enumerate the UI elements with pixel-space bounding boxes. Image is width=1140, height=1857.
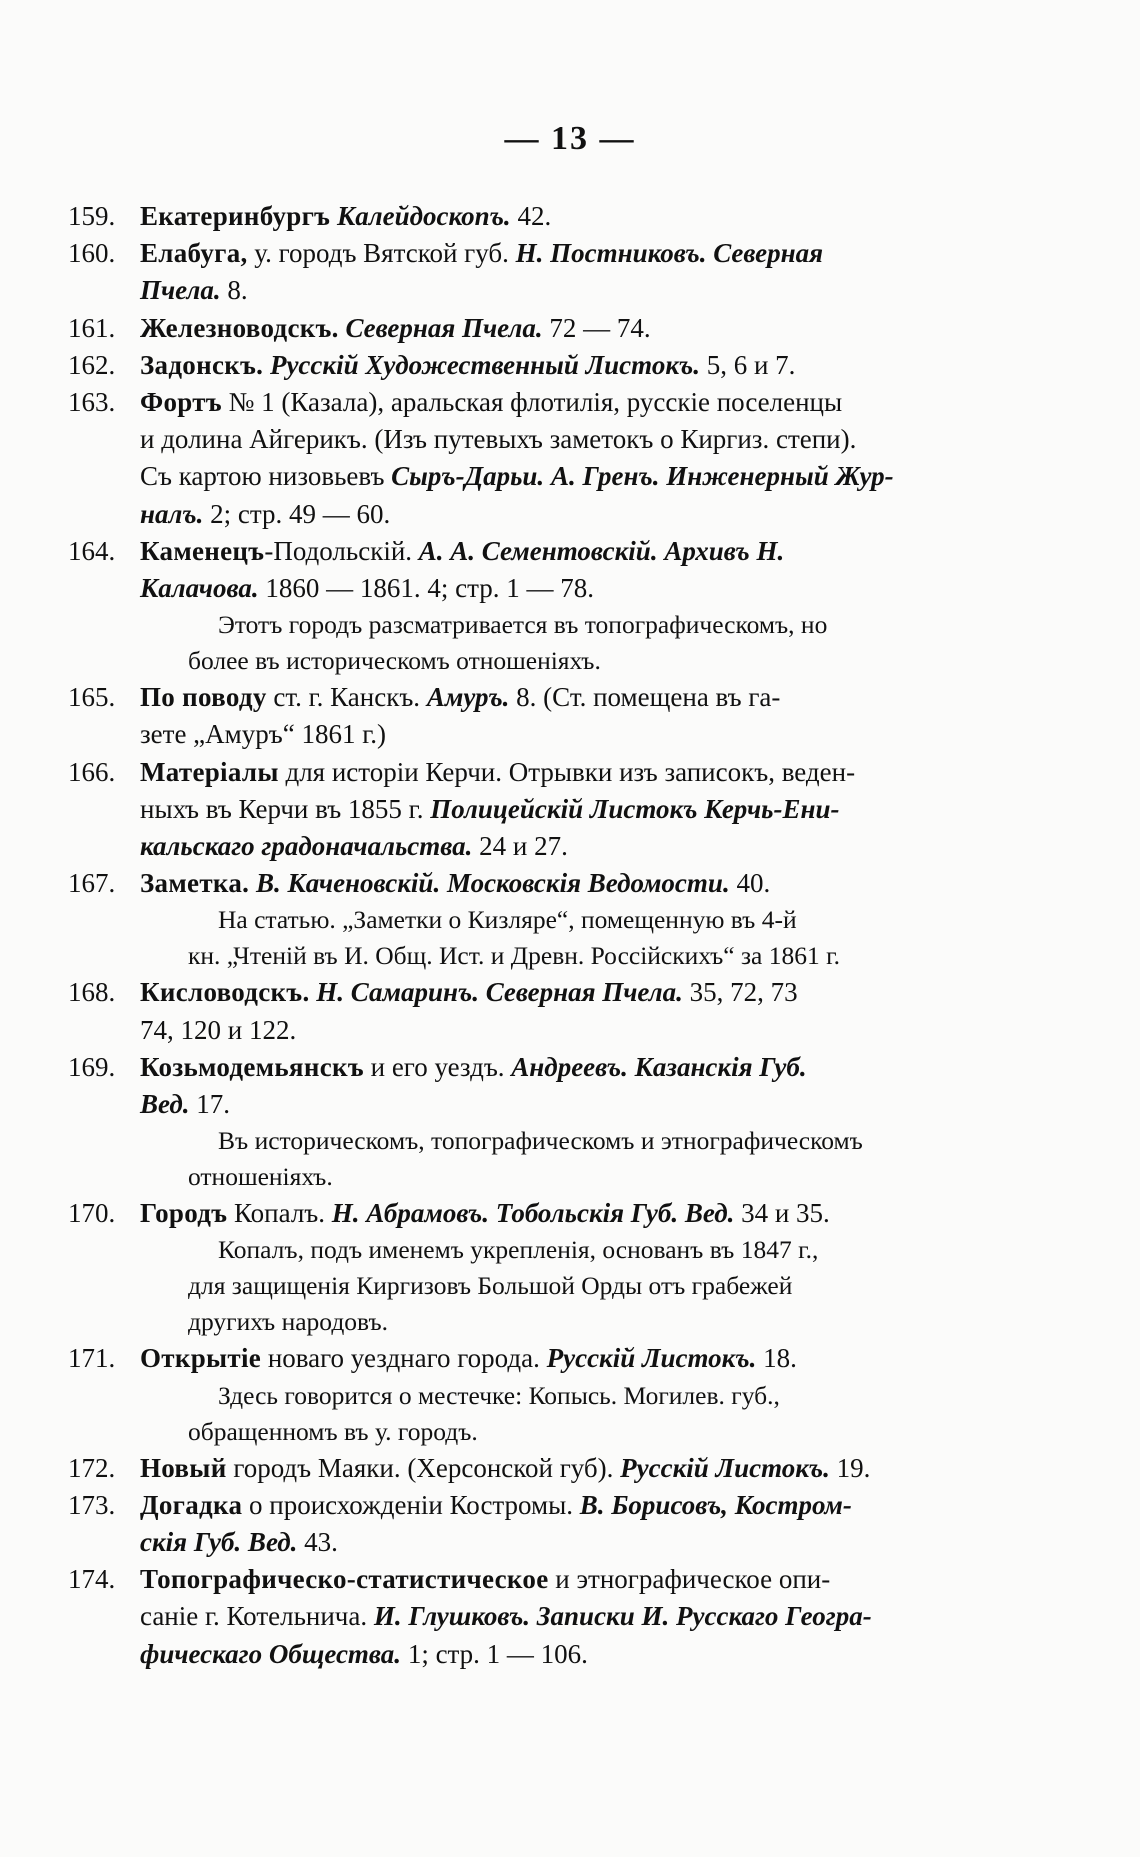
entry-source: Архивъ Н.: [664, 535, 785, 566]
entry-title: Железноводскъ.: [140, 312, 339, 343]
entry-160: [68, 235, 988, 309]
entry-source-cont: Вед.: [140, 1089, 190, 1120]
entry-number: 159.: [68, 201, 116, 231]
entry-source-cont: налъ.: [140, 498, 204, 529]
entry-text: о происхожденіи Костромы.: [249, 1489, 574, 1520]
entry-source: Московскія Ведомости.: [446, 868, 730, 899]
entry-source-cont: Пчела.: [140, 275, 221, 306]
entry-166: [68, 754, 988, 866]
entry-title: Новый: [140, 1452, 227, 1483]
entry-source: Русскій Листокъ.: [546, 1343, 757, 1374]
entry-author: А. Гренъ.: [550, 461, 660, 492]
entry-title: Городъ: [140, 1198, 228, 1229]
entry-title: Топографическо-статистическое: [140, 1564, 549, 1595]
entry-text: Копалъ.: [234, 1198, 326, 1229]
entry-title: Козьмодемьянскъ: [140, 1051, 364, 1082]
entry-source-cont: кальскаго градоначальства.: [140, 831, 473, 862]
entry-title-cont: -Подольскій.: [264, 535, 413, 566]
entry-issue: 40.: [736, 868, 771, 899]
entry-text: ныхъ въ Керчи въ 1855 г.: [140, 793, 424, 824]
entry-note: Въ историческомъ, топографическомъ и этнографическомъ отношеніяхъ.: [188, 1126, 863, 1192]
entry-source: Полицейскій Листокъ Керчь-Ени-: [430, 793, 840, 824]
entry-author: И. Глушковъ.: [373, 1601, 531, 1632]
entry-issue: 5, 6 и 7.: [706, 349, 796, 380]
entry-169: [68, 1049, 988, 1195]
entry-text: № 1 (Казала), аральская флотилія, русскіе поселенцы: [228, 387, 843, 418]
entry-164: [68, 533, 988, 679]
entry-number: 174.: [68, 1564, 116, 1595]
entry-issue: 1860 — 1861. 4; стр. 1 — 78.: [265, 573, 594, 604]
entry-174: [68, 1561, 988, 1673]
entry-title: Фортъ: [140, 387, 222, 418]
entry-title: Матеріалы: [140, 756, 279, 787]
entry-author: Н. Самаринъ.: [316, 977, 479, 1008]
entry-source: Амуръ.: [426, 682, 510, 713]
entry-number: 160.: [68, 238, 116, 269]
entry-issue: 8. (Ст. помещена въ га-: [516, 682, 781, 713]
entry-number: 169.: [68, 1051, 116, 1082]
entry-text: ст. г. Канскъ.: [273, 682, 421, 713]
entry-issue: 43.: [304, 1527, 338, 1558]
entry-issue: 19.: [836, 1452, 871, 1483]
entry-text-line: 74, 120 и 122.: [140, 1014, 297, 1045]
entry-text: для исторіи Керчи. Отрывки изъ записокъ, веден-: [285, 756, 856, 787]
entry-text-line: зете „Амуръ“ 1861 г.): [140, 719, 386, 750]
entry-title: Задонскъ.: [140, 349, 264, 380]
entry-title: Кисловодскъ.: [140, 977, 310, 1008]
entry-number: 166.: [68, 756, 116, 787]
entry-165: [68, 679, 988, 753]
entry-issue: 17.: [196, 1089, 230, 1120]
entry-168: [68, 974, 988, 1048]
entry-author: Андреевъ.: [511, 1051, 628, 1082]
entry-title: Екатеринбургъ: [140, 201, 331, 231]
entry-source: Костром-: [734, 1489, 852, 1520]
entry-number: 171.: [68, 1343, 116, 1374]
entry-text: у. городъ Вятской губ.: [254, 238, 509, 269]
entry-source: Русскій Художественный Листокъ.: [269, 349, 700, 380]
entry-note: Копалъ, подъ именемъ укрепленія, основанъ въ 1847 г., для защищенія Киргизовъ Большой Орды отъ грабежей другихъ народовъ.: [188, 1235, 819, 1337]
entry-number: 172.: [68, 1452, 116, 1483]
entry-issue: 18.: [763, 1343, 797, 1374]
entry-author: Н. Постниковъ.: [515, 238, 707, 269]
entry-source: Тобольскія Губ. Вед.: [495, 1198, 735, 1229]
entry-issue: 42.: [517, 201, 552, 231]
entry-number: 170.: [68, 1198, 116, 1229]
entry-173: [68, 1487, 988, 1561]
entry-list: [68, 198, 988, 1673]
entry-number: 163.: [68, 387, 116, 418]
entry-text: новаго уезднаго города.: [267, 1343, 540, 1374]
entry-162: [68, 347, 988, 384]
entry-number: 173.: [68, 1489, 116, 1520]
entry-source: Калейдоскопъ.: [336, 201, 511, 231]
entry-issue: 1; стр. 1 — 106.: [407, 1638, 588, 1669]
entry-text-line: и долина Айгерикъ. (Изъ путевыхъ заметокъ о Киргиз. степи).: [140, 424, 857, 455]
entry-number: 167.: [68, 868, 116, 899]
entry-author: А. А. Сементовскій.: [418, 535, 658, 566]
entry-source-cont: фическаго Общества.: [140, 1638, 402, 1669]
entry-place: Сыръ-Дарьи.: [391, 461, 545, 492]
entry-source: Казанскія Губ.: [634, 1051, 807, 1082]
entry-159: [68, 198, 988, 235]
entry-title: Каменецъ: [140, 535, 265, 566]
entry-number: 165.: [68, 682, 116, 713]
entry-text: Съ картою низовьевъ: [140, 461, 385, 492]
entry-issue: 2; стр. 49 — 60.: [210, 498, 391, 529]
entry-170: [68, 1195, 988, 1340]
entry-source: Северная: [713, 238, 823, 269]
entry-author: В. Борисовъ,: [579, 1489, 728, 1520]
entry-source-cont: скія Губ. Вед.: [140, 1527, 298, 1558]
entry-163: [68, 384, 988, 533]
entry-source: Записки И. Русскаго Геогра-: [536, 1601, 872, 1632]
entry-source-cont: Калачова.: [140, 573, 259, 604]
entry-title: Елабуга,: [140, 238, 248, 269]
entry-source: Северная Пчела.: [345, 312, 543, 343]
entry-source: Инженерный Жур-: [666, 461, 894, 492]
entry-note: Здесь говорится о местечке: Копысь. Могилев. губ., обращенномъ въ у. городъ.: [188, 1380, 780, 1446]
entry-issue: 72 — 74.: [549, 312, 651, 343]
entry-number: 161.: [68, 312, 116, 343]
entry-issue: 34 и 35.: [741, 1198, 830, 1229]
entry-text: городъ Маяки. (Херсонской губ).: [233, 1452, 614, 1483]
entry-title: Догадка: [140, 1489, 243, 1520]
entry-text: саніе г. Котельнича.: [140, 1601, 368, 1632]
entry-title: Открытіе: [140, 1343, 262, 1374]
entry-number: 164.: [68, 535, 116, 566]
entry-text: и этнографическое опи-: [555, 1564, 831, 1595]
entry-161: [68, 310, 988, 347]
entry-source: Северная Пчела.: [485, 977, 683, 1008]
page-number: — 13 —: [504, 120, 636, 157]
entry-number: 168.: [68, 977, 116, 1008]
entry-167: [68, 865, 988, 974]
entry-171: [68, 1340, 988, 1449]
entry-title: Заметка.: [140, 868, 250, 899]
entry-issue: 24 и 27.: [479, 831, 568, 862]
entry-number: 162.: [68, 349, 116, 380]
entry-text: и его уездъ.: [370, 1051, 505, 1082]
entry-172: [68, 1450, 988, 1487]
entry-author: Н. Абрамовъ.: [331, 1198, 490, 1229]
entry-source: Русскій Листокъ.: [620, 1452, 830, 1483]
entry-note: Этотъ городъ разсматривается въ топографическомъ, но более въ историческомъ отношеніяхъ.: [188, 610, 828, 676]
entry-title: По поводу: [140, 682, 267, 713]
entry-note: На статью. „Заметки о Кизляре“, помещенную въ 4-й кн. „Чтеній въ И. Общ. Ист. и Древн. Россійскихъ“ за 1861 г.: [188, 905, 841, 971]
entry-author: В. Каченовскій.: [255, 868, 441, 899]
entry-issue: 8.: [227, 275, 248, 306]
entry-issue: 35, 72, 73: [689, 977, 798, 1008]
